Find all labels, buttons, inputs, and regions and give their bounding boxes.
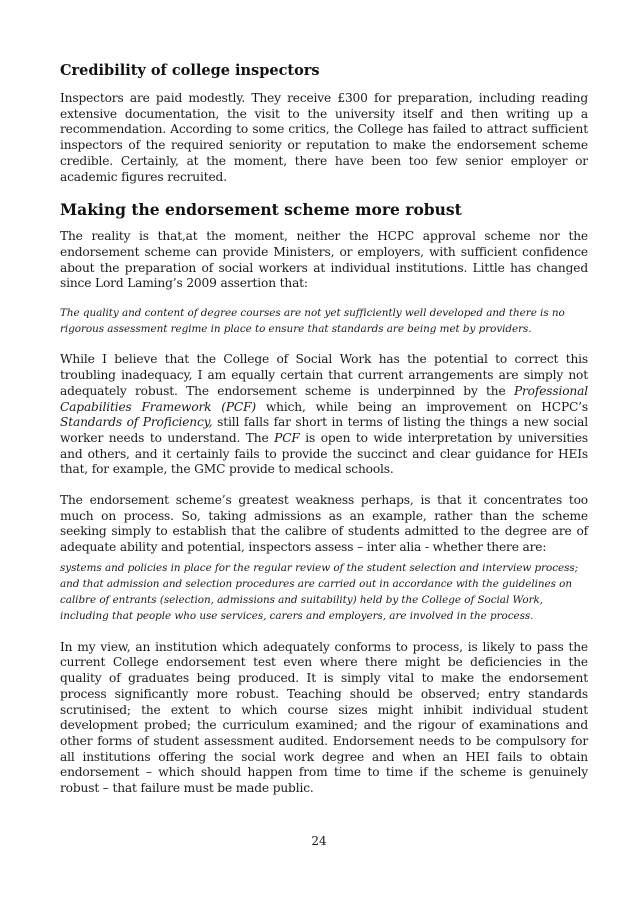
- paragraph-weakness: The endorsement scheme’s greatest weakness perhaps, is that it concentrates too much on process. So, taking admissions as an example, rather than the scheme seeking simply to establish that the calibre of students admitted to the degree are of adequate ability and potential, inspectors assess – inter alia - whether there are:: [60, 493, 588, 555]
- paragraph-text: still falls far short in terms of listing the things a new social worker needs to understand. The: [60, 415, 588, 445]
- pcf-abbrev: PCF: [274, 430, 300, 445]
- quote-systems: systems and policies in place for the regular review of the student selection and interview process;: [60, 561, 579, 574]
- paragraph-college-potential: [60, 352, 588, 478]
- pcf-title: Professional Capabilities Framework (PCF): [60, 383, 588, 414]
- paragraph-text: which, while being an improvement on HCPC’s: [256, 399, 588, 414]
- paragraph-my-view: In my view, an institution which adequately conforms to process, is likely to pass the current College endorsement test even where there might be deficiencies in the quality of graduates being produced. It is simply vital to make the endorsement process significantly more robust. Teaching should be observed; entry standards scrutinised; the extent to which course sizes might inhibit individual student development probed; the curriculum examined; and the rigour of examinations and other forms of student assessment audited. Endorsement needs to be compulsory for all institutions offering the social work degree and when an HEI fails to obtain endorsement – which should happen from time to time if the scheme is genuinely robust – that failure must be made public.: [60, 639, 588, 796]
- section-heading-credibility: Credibility of college inspectors: [60, 62, 320, 79]
- paragraph-text: While I believe that the College of Social Work has the potential to correct this troubling inadequacy, I am equally certain that current arrangements are simply not adequately robust. The endorsement scheme is underpinned by the: [60, 352, 588, 398]
- standards-title: Standards of Proficiency,: [60, 415, 213, 430]
- quote-laming: The quality and content of degree courses are not yet sufficiently well developed and there is no rigorous assessment regime in place to ensure that standards are being met by providers.: [60, 307, 565, 336]
- quote-admission: and that admission and selection procedures are carried out in accordance with the guidelines on calibre of entrants (selection, admissions and suitability) held by the College of Social Work, including that people who use services, carers and employers, are involved in the process.: [60, 578, 572, 623]
- paragraph-reality: The reality is that,at the moment, neither the HCPC approval scheme nor the endorsement scheme can provide Ministers, or employers, with sufficient confidence about the preparation of social workers at individual institutions. Little has changed since Lord Laming’s 2009 assertion that:: [60, 229, 588, 291]
- page-number: 24: [311, 834, 327, 848]
- paragraph-inspector-pay: Inspectors are paid modestly. They receive £300 for preparation, including reading extensive documentation, the visit to the university itself and then writing up a recommendation. According to some critics, the College has failed to attract sufficient inspectors of the required seniority or reputation to make the endorsement scheme credible. Certainly, at the moment, there have been too few senior employer or academic figures recruited.: [60, 91, 588, 184]
- paragraph-text: is open to wide interpretation by universities and others, and it certainly fails to provide the succinct and clear guidance for HEIs that, for example, the GMC provide to medical schools.: [60, 430, 589, 477]
- page-content: [60, 62, 588, 797]
- section-heading-robust: Making the endorsement scheme more robust: [60, 200, 462, 220]
